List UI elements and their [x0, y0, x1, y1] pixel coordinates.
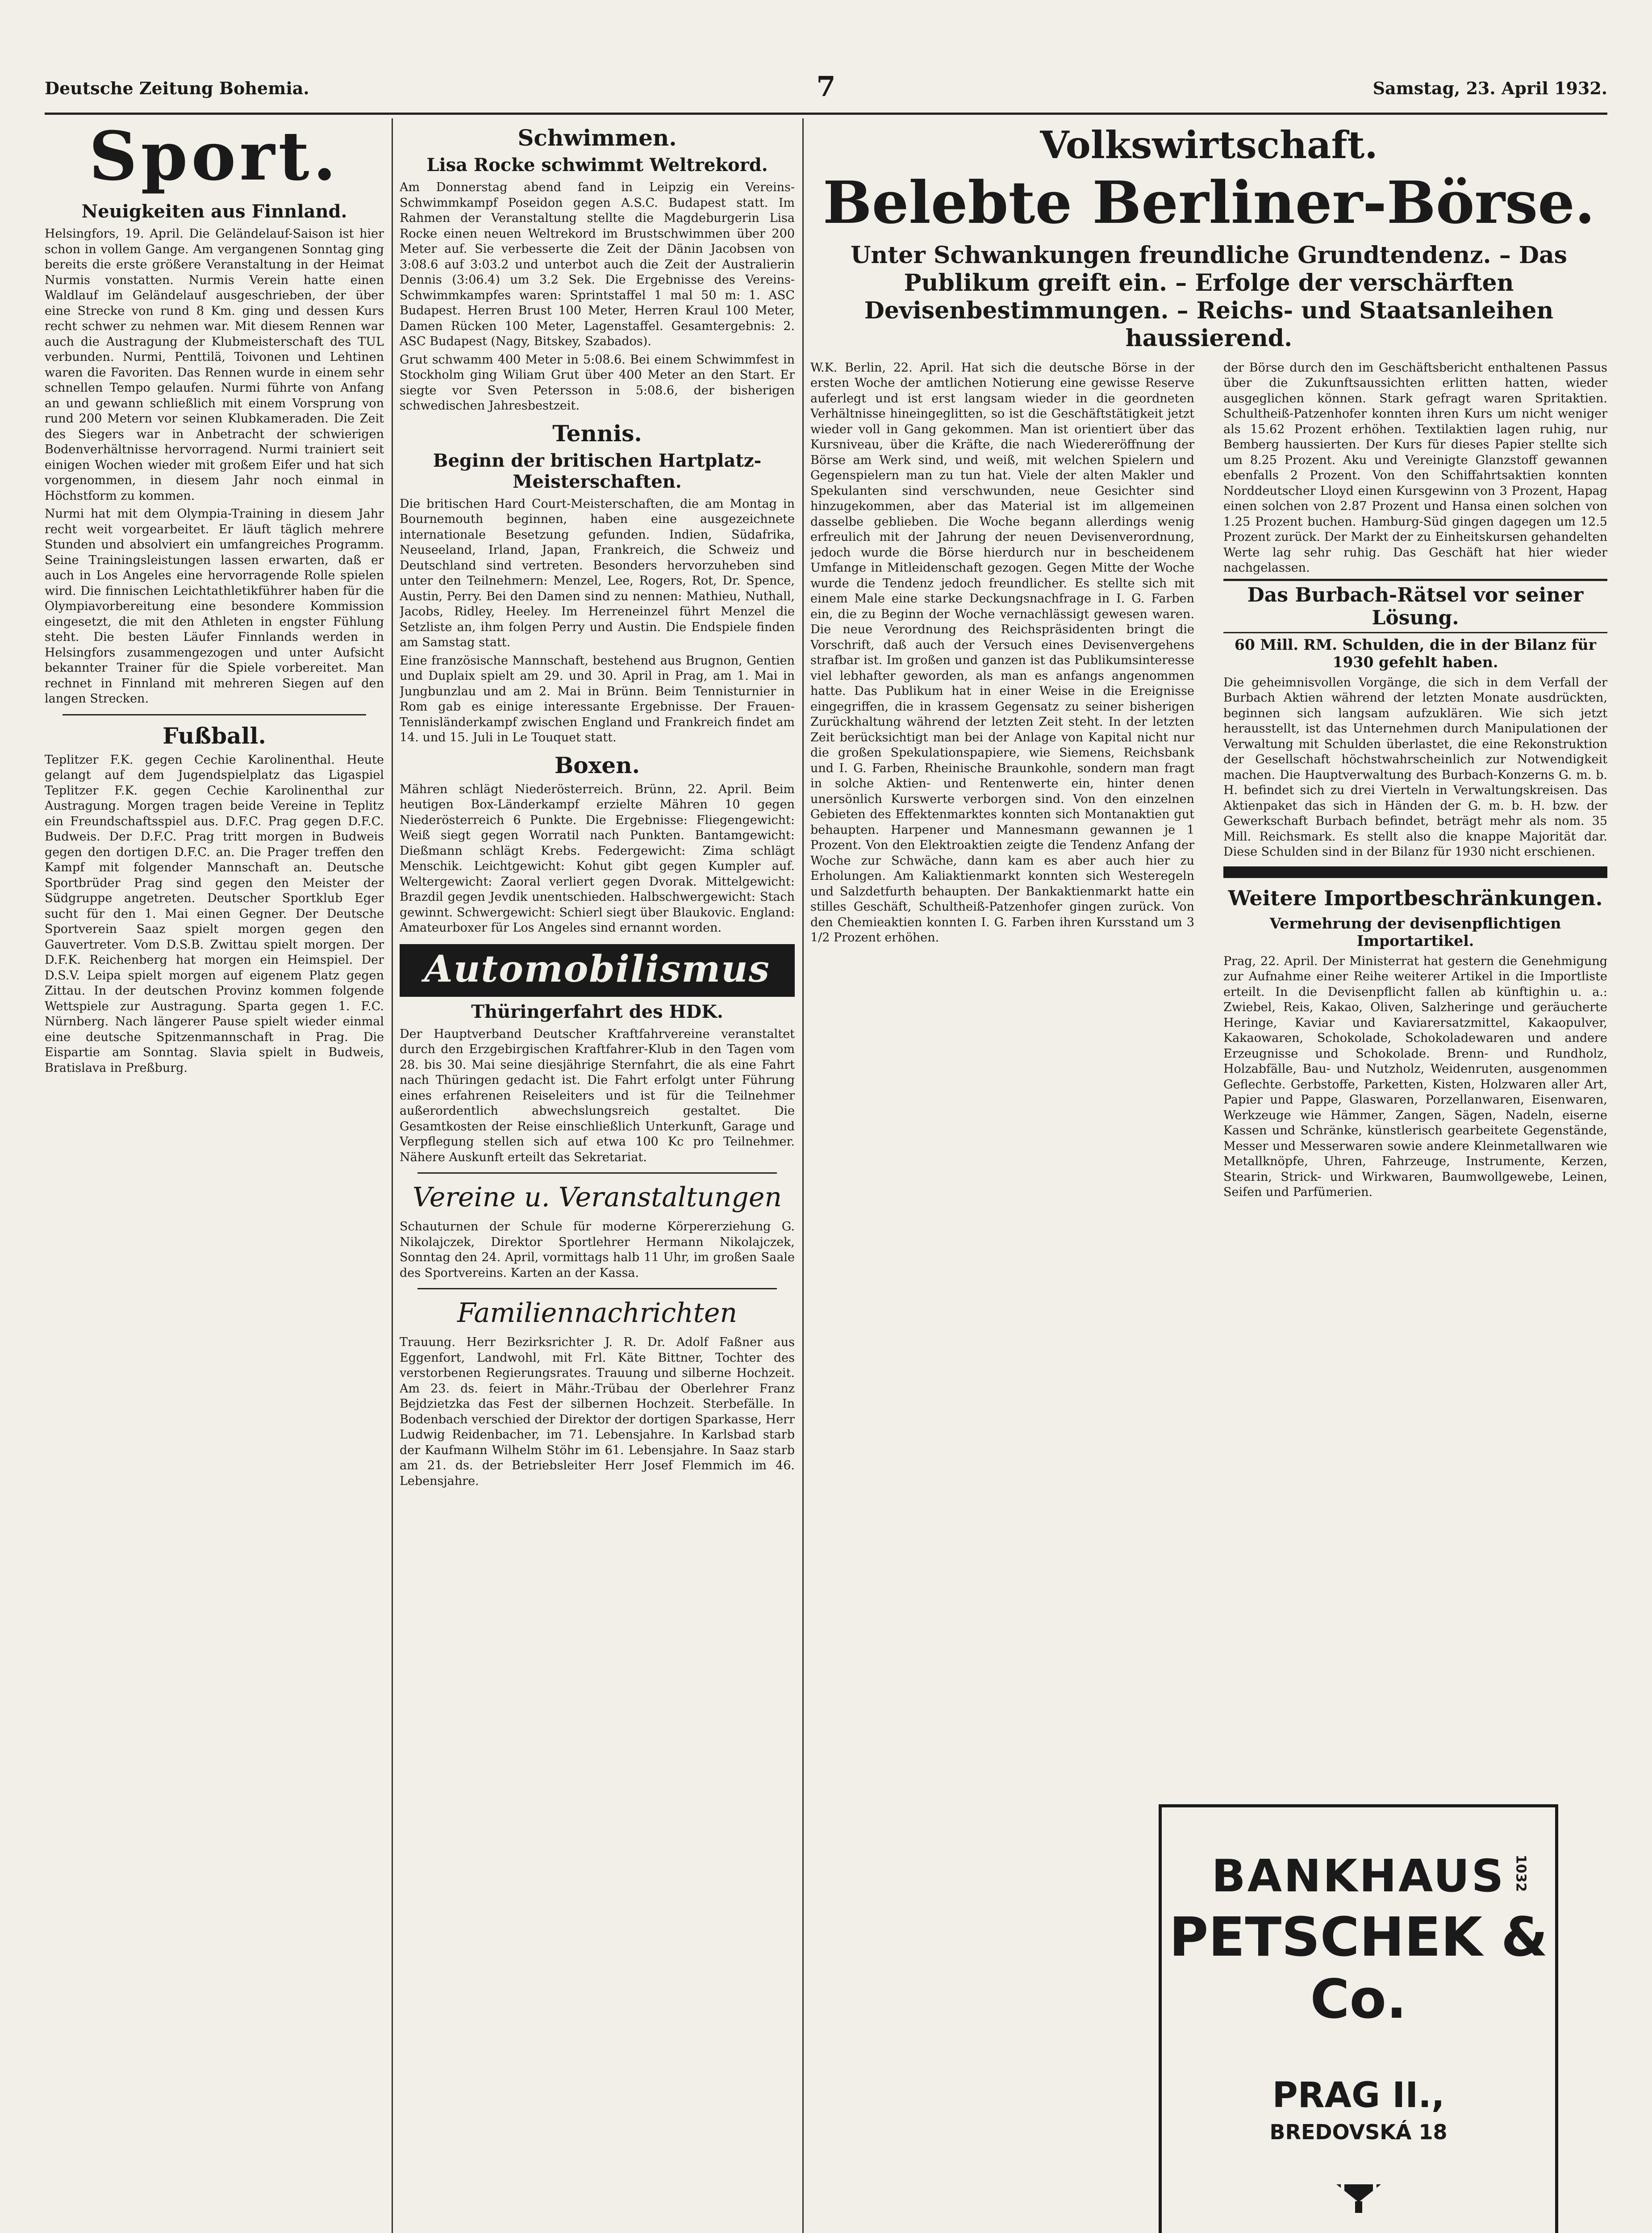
sport-heading: Sport. — [89, 118, 340, 196]
middle-column — [400, 118, 795, 2233]
issue-date: Samstag, 23. April 1932. — [1372, 78, 1607, 98]
volkswirtschaft-heading: Volkswirtschaft. — [1040, 123, 1378, 167]
fussball-article: Teplitzer F.K. gegen Cechie Karolinenthal. Heute gelangt auf dem Jugendspielplatz das Ligaspiel Teplitzer F.K. gegen Cechie Karolinenthal zur Austragung. Morgen tragen beide Vereine in Teplitz ein Freundschaftsspiel aus. D.F.C. Prag gegen D.F.C. Budweis. Der D.F.C. Prag tritt morgen in Budweis gegen den dortigen D.F.C. an. Die Prager treffen den Kampf mit folgender Mannschaft an. Deutsche Sportbrüder Prag sind gegen den Meister der Südgruppe angetreten. Deutscher Sportklub Eger sucht für den 1. Mai einen Gegner. Der Deutsche Sportverein Saaz spielt morgen gegen den Gauvertreter. Vom D.S.B. Zwittau spielt morgen. Der D.F.K. Reichenberg hat morgen ein Heimspiel. Der D.S.V. Leipa spielt morgen auf eigenem Platz gegen Zittau. In der deutschen Provinz kommen folgende Wettspiele zur Austragung. Sparta gegen 1. F.C. Nürnberg. Nach längerer Pause spielt wieder einmal eine deutsche Spitzenmannschaft in Prag. Die Eispartie am Sonntag. Slavia spielt in Budweis, Bratislava in Preßburg. — [45, 753, 384, 1075]
import-headline: Weitere Importbeschränkungen. — [1228, 886, 1603, 910]
column-rule — [392, 118, 393, 2233]
black-band — [1223, 866, 1607, 878]
divider — [63, 714, 366, 715]
sport-column — [45, 118, 384, 2233]
thueringerfahrt-headline: Thüringerfahrt des HDK. — [471, 1001, 723, 1022]
automobilismus-article: Der Hauptverband Deutscher Kraftfahrvereine veranstaltet durch den Erzgebirgischen Kraftfahrer-Klub in den Tagen vom 28. bis 30. Mai seine diesjährige Sternfahrt, die als eine Fahrt nach Thüringen gedacht ist. Die Fahrt erfolgt unter Führung eines erfahrenen Reiseleiters und ist für die Teilnehmer außerordentlich abwechslungsreich gestaltet. Die Gesamtkosten der Reise einschließlich Unterkunft, Garage und Verpflegung stellen sich auf etwa 100 Kc pro Teilnehmer. Nähere Auskunft erteilt das Sekretariat. — [400, 1027, 795, 1164]
column-rule — [802, 118, 804, 2233]
burbach-subheadline: 60 Mill. RM. Schulden, die in der Bilanz für 1930 gefehlt haben. — [1234, 636, 1597, 671]
bankhaus-advertisement — [1159, 1804, 1558, 2233]
boerse-subheadline: Unter Schwankungen freundliche Grundtendenz. – Das Publikum greift ein. – Erfolge der verschärften Devisenbestimmungen. – Reichs- und Staatsanleihen haussierend. — [851, 241, 1567, 352]
divider — [417, 1288, 777, 1289]
mannschaft-article: Eine französische Mannschaft, bestehend aus Brugnon, Gentien und Duplaix spielt am 29. und 30. April in Prag, am 1. Mai in Jungbunzlau und am 2. Mai in Brünn. Beim Tennisturnier in Rom gab es einige interessante Ergebnisse. Der Frauen-Tennisländerkampf zwischen England und Frankreich findet am 14. und 15. Juli in Le Touquet statt. — [400, 653, 795, 744]
page-number: 7 — [816, 70, 836, 103]
schwimmen-note: Grut schwamm 400 Meter in 5:08.6. Bei einem Schwimmfest in Stockholm ging Wiliam Grut über 400 Meter an den Start. Er siegte vor Sven Petersson in 5:08.6, der bisherigen schwedischen Jahresbestzeit. — [400, 352, 795, 413]
vereine-article: Schauturnen der Schule für moderne Körpererziehung G. Nikolajczek, Direktor Sportlehrer Hermann Nikolajczek, Sonntag den 24. April, vormittags halb 11 Uhr, im großen Saale des Sportvereins. Karten an der Kassa. — [400, 1220, 795, 1280]
ad-code: 1032 — [1512, 1854, 1528, 1892]
familien-heading: Familiennachrichten — [457, 1297, 737, 1329]
tennis-headline: Beginn der britischen Hartplatz-Meisterschaften. — [433, 450, 762, 492]
ad-company: PETSCHEK & Co. — [1169, 1907, 1548, 2031]
ad-street: BREDOVSKÁ 18 — [1269, 2120, 1448, 2144]
import-subheadline: Vermehrung der devisenpflichtigen Importartikel. — [1269, 914, 1561, 949]
tennis-heading: Tennis. — [552, 420, 642, 447]
burbach-article: Die geheimnisvollen Vorgänge, die sich in dem Verfall der Burbach Aktien während der letzten Monate ausdrückten, beginnen sich langsam aufzuklären. Wie sich jetzt herausstellt, ist das Unternehmen durch Manipulationen der Verwaltung mit Schulden überlastet, die eine Rekonstruktion der Gesellschaft höchstwahrscheinlich zur Notwendigkeit machen. Die Hauptverwaltung des Burbach-Konzerns G. m. b. H. befindet sich zu drei Vierteln in Verwaltungskreisen. Das Aktienpaket das sich in Händen der G. m. b. H. bzw. der Gewerkschaft Burbach befindet, beträgt mehr als nom. 35 Mill. Reichsmark. Es stellt also die knappe Majorität dar. Diese Schulden sind in der Bilanz für 1930 nicht erschienen. — [1223, 675, 1607, 859]
finnland-headline: Neuigkeiten aus Finnland. — [81, 201, 347, 222]
fussball-heading: Fußball. — [163, 722, 266, 749]
boxen-heading: Boxen. — [555, 752, 640, 778]
tennis-article: Die britischen Hard Court-Meisterschaften, die am Montag in Bournemouth beginnen, haben eine ausgezeichnete internationale Besetzung gefunden. Indien, Südafrika, Neuseeland, Irland, Japan, Frankreich, die Schweiz und Deutschland sind vertreten. Besonders hervorzuheben sind unter den Teilnehmern: Menzel, Lee, Rogers, Rot, Dr. Spence, Austin, Perry. Bei den Damen sind zu nennen: Mathieu, Nuthall, Jacobs, Ridley, Heeley. Im Herreneinzel führt Menzel die Setzliste an, ihm folgen Perry und Austin. Die Endspiele finden am Samstag statt. — [400, 497, 795, 649]
schwimmen-headline: Lisa Rocke schwimmt Weltrekord. — [426, 155, 768, 176]
ad-bankhaus: BANKHAUS — [1211, 1850, 1506, 1902]
masthead-rule — [45, 113, 1607, 115]
boerse-left-column — [810, 360, 1194, 1203]
boerse-right-column — [1223, 360, 1607, 1203]
schwimmen-heading: Schwimmen. — [517, 125, 677, 151]
vereine-heading: Vereine u. Veranstaltungen — [413, 1182, 782, 1213]
boerse-headline: Belebte Berliner-Börse. — [822, 168, 1595, 237]
automobilismus-banner: Automobilismus — [400, 944, 795, 997]
boerse-article-continued: der Börse durch den im Geschäftsbericht enthaltenen Passus über die Zukunftsaussichten erlitten hatten, wieder ausgeglichen können. Stark gefragt waren Spritaktien. Schultheiß-Patzenhofer konnten ihren Kurs um nicht weniger als 15.62 Prozent erhöhen. Textilaktien lagen ruhig, nur Bemberg haussierten. Der Kurs für dieses Papier stellte sich um 8.25 Prozent. Aku und Vereinigte Glanzstoff gewannen ebenfalls 2 Prozent. Von den Schiffahrtsaktien konnten Norddeutscher Lloyd einen Kursgewinn von 3 Prozent, Hapag einen solchen von 2.87 Prozent und Hansa einen solchen von 1.25 Prozent buchen. Hamburg-Süd gingen dagegen um 12.5 Prozent zurück. Der Markt der zu Einheitskursen gehandelten Werte lag sehr ruhig. Das Geschäft hat hier wieder nachgelassen. — [1223, 360, 1607, 575]
finnland-article: Helsingfors, 19. April. Die Geländelauf-Saison ist hier schon in vollem Gange. Am vergangenen Sonntag ging bereits die erste größere Veranstaltung in der Heimat Nurmis vonstatten. Nurmis Verein hatte einen Waldlauf im Geländelauf ausgeschrieben, der über eine Strecke von rund 8 Km. ging und dessen Kurs recht schwer zu nehmen war. Mit diesem Rennen war auch die Austragung der Klubmeisterschaft des TUL verbunden. Nurmi, Penttilä, Toivonen und Lehtinen waren die Favoriten. Das Rennen wurde in einem sehr schnellen Tempo gelaufen. Nurmi führte von Anfang an und gewann schließlich mit einem Vorsprung von rund 200 Metern vor seinen Klubkameraden. Die Zeit des Siegers war in Anbetracht der schwierigen Bodenverhältnisse hervorragend. Nurmi trainiert seit einigen Wochen wieder mit großem Eifer und hat sich vorgenommen, in diesem Jahr noch einmal in Höchstform zu kommen. — [45, 227, 384, 503]
schwimmen-article: Am Donnerstag abend fand in Leipzig ein Vereins-Schwimmkampf Poseidon gegen A.S.C. Budapest statt. Im Rahmen der Veranstaltung stellte die Magdeburgerin Lisa Rocke einen neuen Weltrekord im Brustschwimmen über 200 Meter auf. Sie verbesserte die Zeit der Dänin Jacobsen von 3:08.6 auf 3:03.2 und unterbot auch die Zeit der Australierin Dennis (3:06.4) um 3.2 Sek. Die Ergebnisse des Vereins-Schwimmkampfes waren: Sprintstaffel 1 mal 50 m: 1. ASC Budapest. Herren Brust 100 Meter, Herren Kraul 100 Meter, Damen Rücken 100 Meter, Lagenstaffel. Gesamtergebnis: 2. ASC Budapest (Nagy, Bitskey, Szabados). — [400, 180, 795, 348]
olympia-article: Nurmi hat mit dem Olympia-Training in diesem Jahr recht weit vorgearbeitet. Er läuft täglich mehrere Stunden und absolviert ein umfangreiches Programm. Seine Trainingsleistungen lassen erwarten, daß er auch in Los Angeles eine hervorragende Rolle spielen wird. Die finnischen Leichtathletikführer haben für die Olympiavorbereitung eine besondere Kommission eingesetzt, die mit den Athleten in engster Fühlung steht. Die besten Läufer Finnlands werden in Helsingfors zusammengezogen und unter Aufsicht bekannter Trainer für die Spiele vorbereitet. Man rechnet in Finnland mit mehreren Siegen auf den langen Strecken. — [45, 507, 384, 706]
boerse-article: W.K. Berlin, 22. April. Hat sich die deutsche Börse in der ersten Woche der amtlichen Notierung eine gewisse Reserve auferlegt und ist erst langsam wieder in die geordneten Verhältnisse hineingeglitten, so ist die Geschäftstätigkeit jetzt wieder voll in Gang gekommen. Man ist orientiert über das Kursniveau, über die Kräfte, die nach Wiedereröffnung der Börse am Werk sind, und weiß, mit welchen Spielern und Gegenspielern man zu tun hat. Viele der alten Makler und Spekulanten sind verschwunden, neue Gesichter sind hinzugekommen, aber das Material ist im allgemeinen dasselbe geblieben. Die Woche begann allerdings wenig erfreulich mit der Jahrung der neuen Devisenverordnung, jedoch wurde die Börse hierdurch nur in bescheidenem Umfange in Mitleidenschaft gezogen. Gegen Mitte der Woche wurde die Tendenz jedoch freundlicher. Es stellte sich mit einem Male eine starke Deckungsnachfrage in I. G. Farben ein, die zu Beginn der Woche vernachlässigt gewesen waren. Die neue Verordnung des Reichspräsidenten bringt die Vorschrift, daß auch der Versuch eines Devisenvergehens strafbar ist. Im großen und ganzen ist das Publikumsinteresse viel lebhafter geworden, als man es anfangs angenommen hatte. Das Publikum hat in einer Weise in die Ereignisse eingegriffen, die in krassem Gegensatz zu seiner bisherigen Zurückhaltung während der letzten Zeit steht. In der letzten Zeit berücksichtigt man bei der Anlage von Kapital nicht nur die großen Spekulationspapiere, wie Siemens, Reichsbank und I. G. Farben, Rheinische Braunkohle, sondern man fragt in solche Aktien- und Rentenwerte ein, hinter denen unersönlich Kurswerte verborgen sind. Von den einzelnen Gebieten des Effektenmarktes konnten sich Montanaktien gut behaupten. Harpener und Mannesmann gewannen je 1 Prozent. Von den Elektroaktien zeigte die Tendenz Anfang der Woche zur Schwäche, dann kam es aber auch hier zu Erholungen. Am Kaliaktienmarkt konnten sich Westeregeln und Salzdetfurth behaupten. Der Bankaktienmarkt hatte ein stilles Geschäft, Schultheiß-Patzenhofer gingen zurück. Von den Chemieaktien konnten I. G. Farben ihren Kursstand um 3 1/2 Prozent erhöhen. — [810, 360, 1194, 945]
wirtschaft-columns — [810, 360, 1607, 1203]
boxen-article: Mähren schlägt Niederösterreich. Brünn, 22. April. Beim heutigen Box-Länderkampf erzielte Mähren 10 gegen Niederösterreich 6 Punkte. Die Ergebnisse: Fliegengewicht: Weiß siegt gegen Worratil nach Punkten. Bantamgewicht: Dießmann schlägt Krebs. Federgewicht: Zima schlägt Menschik. Leichtgewicht: Kohut gibt gegen Kumpler auf. Weltergewicht: Zaoral verliert gegen Dvorak. Mittelgewicht: Brazdil gegen Jevdik unentschieden. Halbschwergewicht: Stach gewinnt. Schwergewicht: Schierl siegt über Blaukovic. England: Amateurboxer für Los Angeles sind ernannt worden. — [400, 782, 795, 935]
paper-name: Deutsche Zeitung Bohemia. — [45, 78, 309, 98]
masthead — [45, 70, 1607, 109]
familien-article: Trauung. Herr Bezirksrichter J. R. Dr. Adolf Faßner aus Eggenfort, Landwohl, mit Frl. Käte Bittner, Tochter des verstorbenen Regierungsrates. Trauung und silberne Hochzeit. Am 23. ds. feiert in Mähr.-Trübau der Oberlehrer Franz Bejdzietzka das Fest der silbernen Hochzeit. Sterbefälle. In Bodenbach verschied der Direktor der dortigen Sparkasse, Herr Ludwig Reidenbacher, im 71. Lebensjahre. In Karlsbad starb der Kaufmann Wilhelm Stöhr im 61. Lebensjahre. In Saaz starb am 21. ds. der Betriebsleiter Herr Josef Flemmich im 46. Lebensjahre. — [400, 1335, 795, 1488]
bank-logo-icon — [1332, 2180, 1385, 2216]
import-article: Prag, 22. April. Der Ministerrat hat gestern die Genehmigung zur Aufnahme einer Reihe weiterer Artikel in die Importliste erteilt. In die Devisenpflicht fallen ab künftighin u. a.: Zwiebel, Reis, Kakao, Oliven, Salzheringe und geräucherte Heringe, Kaviar und Kaviarersatzmittel, Kakaopulver, Kakaowaren, Schokolade, Schokoladewaren und andere Erzeugnisse und Schokolade. Brenn- und Rundholz, Holzabfälle, Bau- und Nutzholz, Weidenruten, ausgenommen Geflechte. Gerbstoffe, Parketten, Kisten, Holzwaren aller Art, Papier und Pappe, Glaswaren, Porzellanwaren, Eisenwaren, Werkzeuge wie Hämmer, Zangen, Sägen, Nadeln, eiserne Kassen und Schränke, künstlerisch gearbeitete Gegenstände, Messer und Messerwaren sowie andere Kleinmetallwaren wie Metallknöpfe, Uhren, Fahrzeuge, Instrumente, Kerzen, Stearin, Strick- und Wirkwaren, Baumwollgewebe, Leinen, Seifen und Parfümerien. — [1223, 954, 1607, 1199]
divider — [417, 1172, 777, 1174]
burbach-headline: Das Burbach-Rätsel vor seiner Lösung. — [1223, 579, 1607, 633]
ad-city: PRAG II., — [1272, 2075, 1445, 2116]
